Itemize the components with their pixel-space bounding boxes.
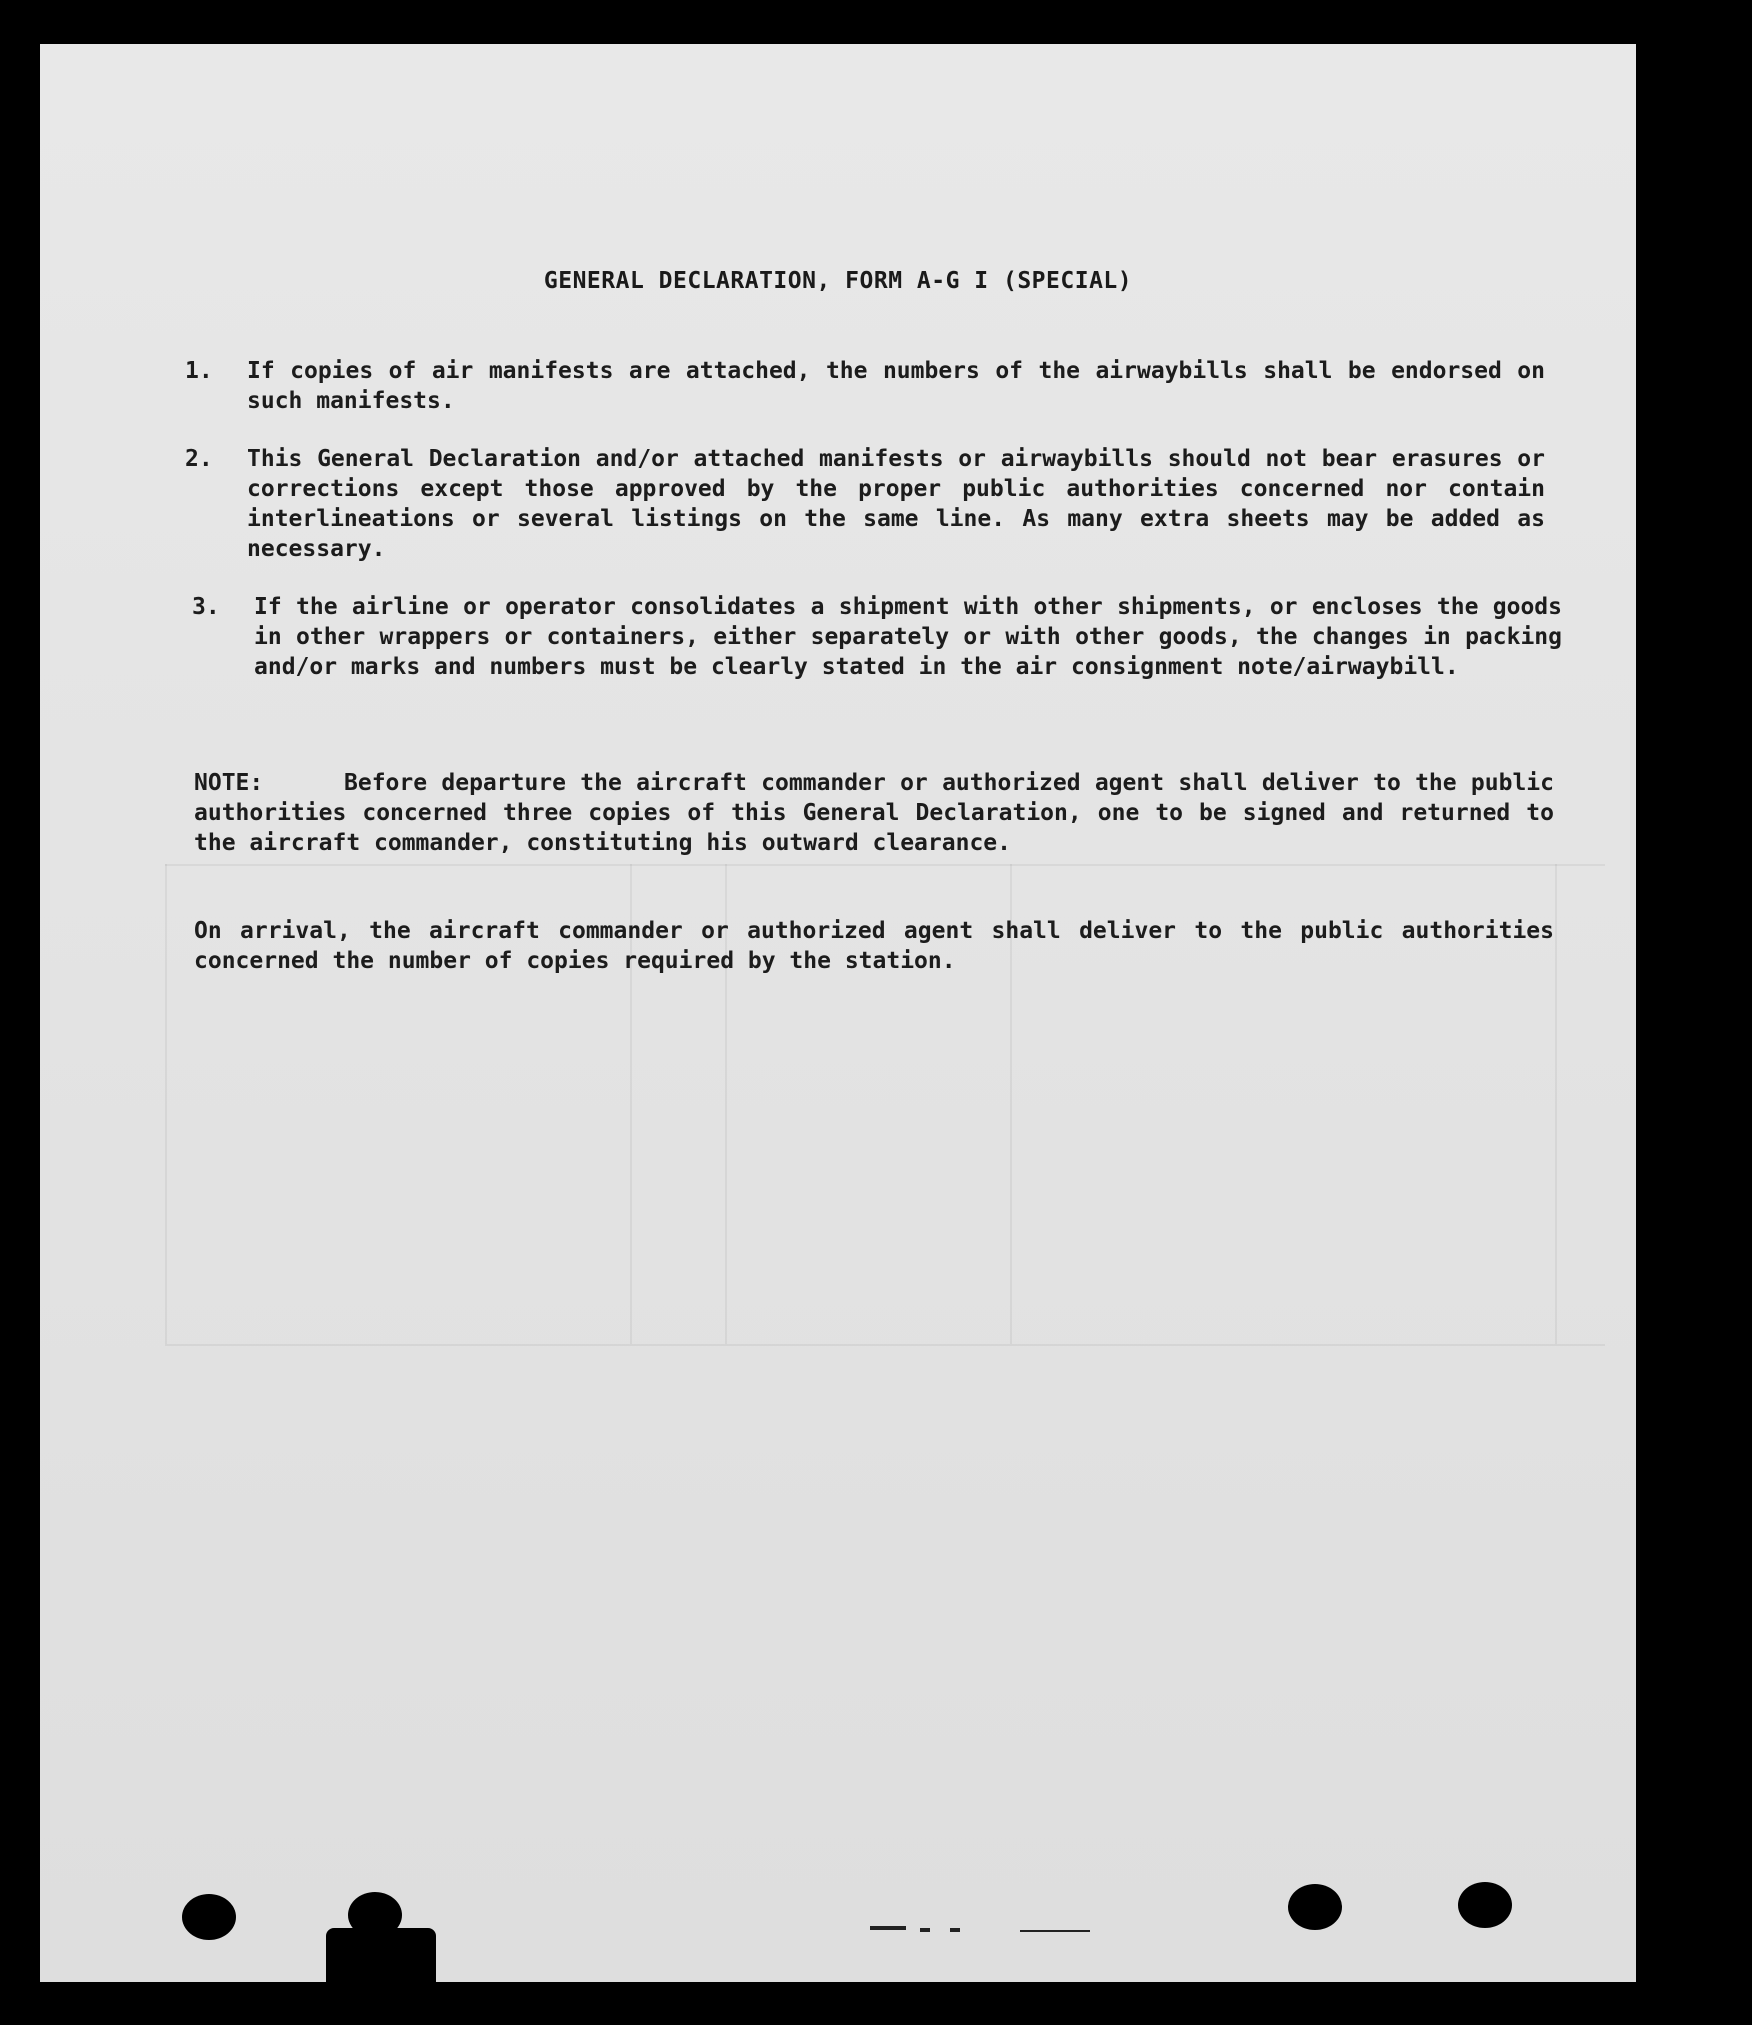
arrival-paragraph: On arrival, the aircraft commander or authorized agent shall deliver to the public authorities concerned the number of copies required by the station. bbox=[194, 918, 1554, 974]
item-text: If copies of air manifests are attached, the numbers of the airwaybills shall be endorsed on such manifests. bbox=[247, 358, 1545, 414]
ink-speck bbox=[950, 1928, 960, 1932]
list-item bbox=[185, 444, 1545, 564]
punch-hole bbox=[1458, 1882, 1512, 1928]
item-text: This General Declaration and/or attached manifests or airwaybills should not bear erasures or corrections except those approved by the proper public authorities concerned nor contain interlineations or several listings on the same line. As many extra sheets may be added as necessary. bbox=[247, 446, 1545, 562]
document-title: GENERAL DECLARATION, FORM A-G I (SPECIAL) bbox=[543, 268, 1133, 294]
ink-speck bbox=[870, 1926, 906, 1930]
item-text: If the airline or operator consolidates a shipment with other shipments, or encloses the goods in other wrappers or containers, either separately or with other goods, the changes in packing and/or marks and numbers must be clearly stated in the air consignment note/airwaybill. bbox=[254, 594, 1562, 680]
ink-speck bbox=[920, 1928, 930, 1932]
bleed-through-line bbox=[165, 864, 1605, 866]
note-label: NOTE: bbox=[194, 770, 264, 796]
note-text: Before departure the aircraft commander or authorized agent shall deliver to the public authorities concerned three copies of this General Declaration, one to be signed and returned to the aircraft commander, constituting his outward clearance. bbox=[194, 770, 1554, 856]
note-paragraph bbox=[194, 768, 1554, 858]
list-item bbox=[192, 592, 1562, 712]
bleed-through-line bbox=[165, 1344, 1605, 1346]
list-item bbox=[185, 356, 1545, 416]
ink-speck bbox=[1020, 1930, 1090, 1932]
bleed-through-line bbox=[165, 864, 167, 1344]
punch-hole bbox=[182, 1894, 236, 1940]
binder-notch bbox=[326, 1928, 436, 1982]
punch-hole bbox=[1288, 1884, 1342, 1930]
item-number: 1. bbox=[185, 358, 213, 384]
item-number: 2. bbox=[185, 446, 213, 472]
item-number: 3. bbox=[192, 594, 220, 620]
document-page bbox=[40, 44, 1636, 1982]
bleed-through-line bbox=[1555, 864, 1557, 1344]
